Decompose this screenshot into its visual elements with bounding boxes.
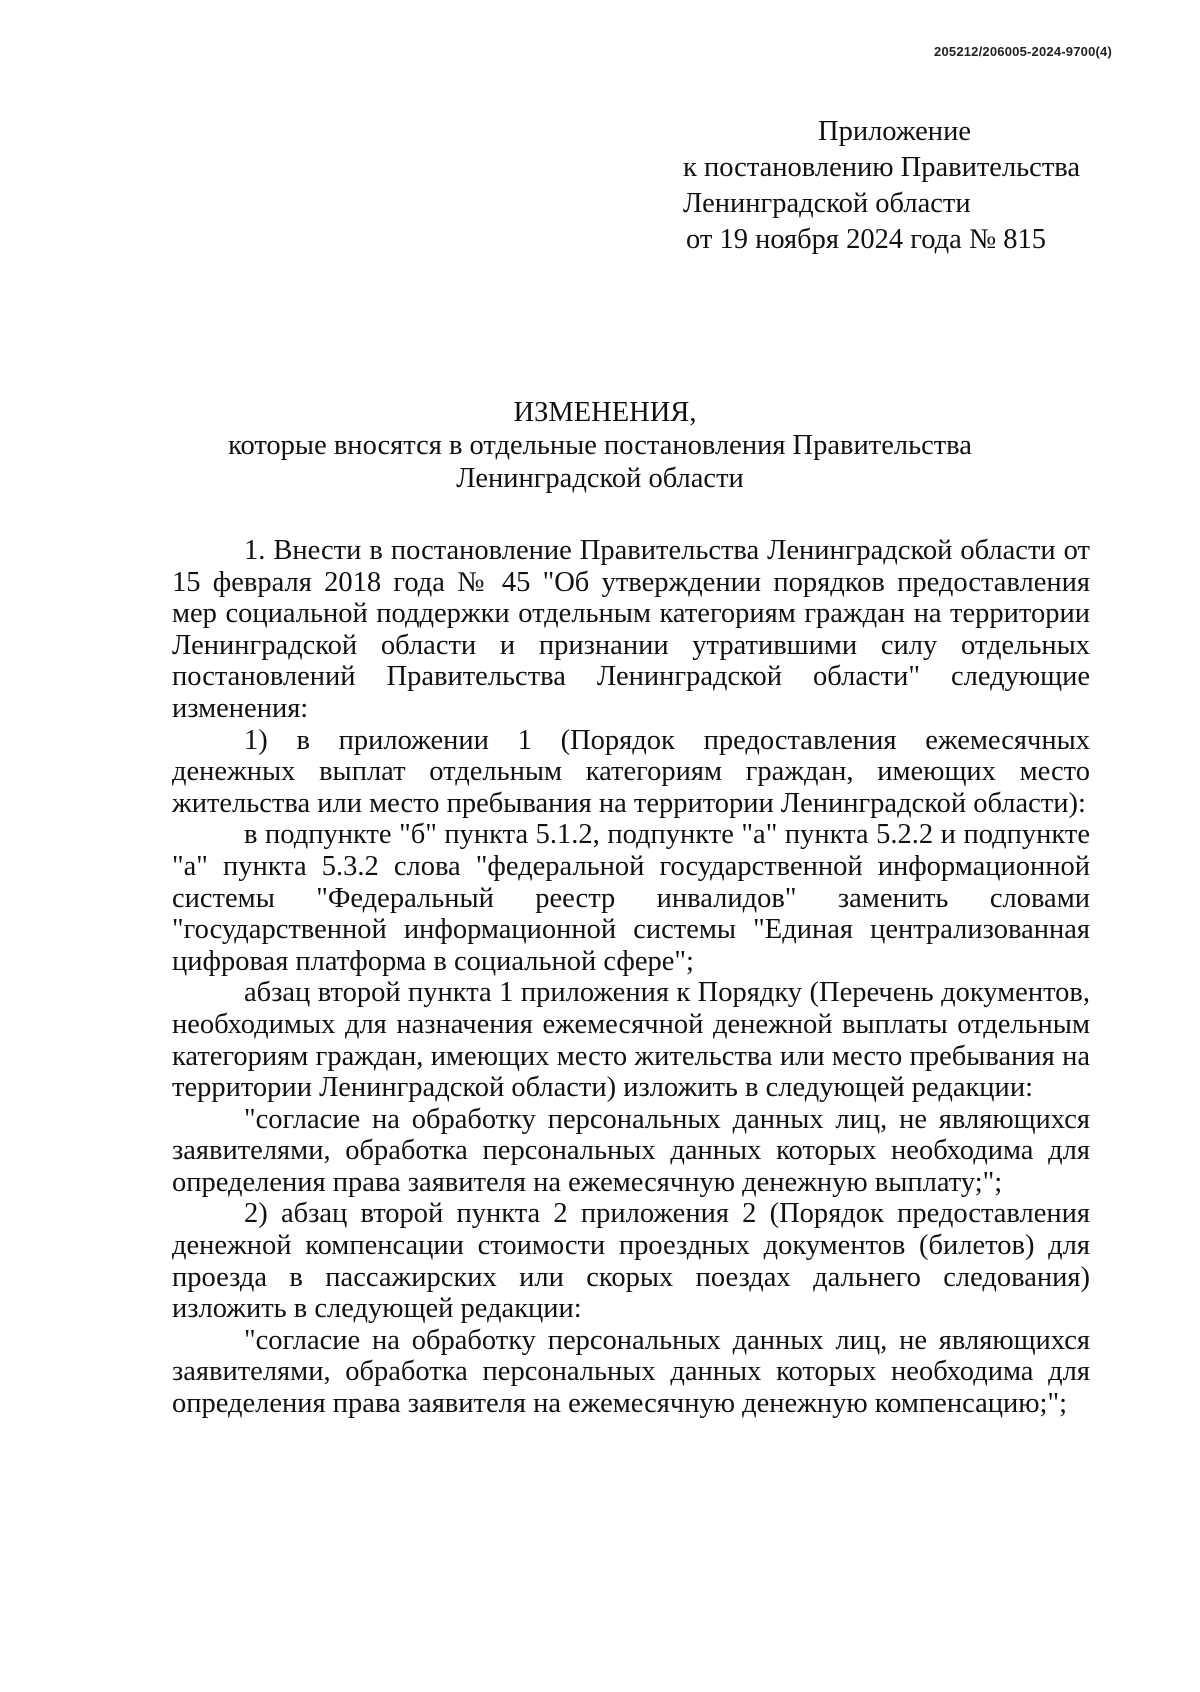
appendix-title: Приложение [818,116,971,147]
appendix-line-region: Ленинградской области [683,188,971,219]
paragraph-subitem-1: 1) в приложении 1 (Порядок предоставления ежемесячных денежных выплат отдельным категориям граждан, имеющих место жительства или место пребывания на территории Ленинградской области): [172,724,1090,819]
appendix-line-date: от 19 ноября 2024 года № 815 [686,224,1047,255]
paragraph-subitem-2: 2) абзац второй пункта 2 приложения 2 (Порядок предоставления денежной компенсации стоимости проездных документов (билетов) для проезда в пассажирских или скорых поездах дальнего следования) изложить в следующей редакции: [172,1198,1090,1325]
paragraph-amendment-1: 1. Внести в постановление Правительства Ленинградской области от 15 февраля 2018 года № 45 "Об утверждении порядков предоставления мер социальной поддержки отдельным категориям граждан на территории Ленинградской области и признании утратившими силу отдельных постановлений Правительства Ленинградской области" следующие изменения: [172,535,1090,724]
heading-subtitle-line-1: которые вносятся в отдельные постановления Правительства [228,430,972,461]
paragraph-quote-1: "согласие на обработку персональных данных лиц, не являющихся заявителями, обработка персональных данных которых необходима для определения права заявителя на ежемесячную денежную выплату;"; [172,1103,1090,1198]
paragraph-quote-2: "согласие на обработку персональных данных лиц, не являющихся заявителями, обработка персональных данных которых необходима для определения права заявителя на ежемесячную денежную компенсацию;"; [172,1324,1090,1420]
document-registration-number: 205212/206005-2024-9700(4) [934,44,1112,59]
appendix-line-resolution: к постановлению Правительства [683,152,1081,183]
heading-title: ИЗМЕНЕНИЯ, [513,397,697,428]
paragraph-replace-words: в подпункте "б" пункта 5.1.2, подпункте "а" пункта 5.2.2 и подпункте "а" пункта 5.3.2 слова "федеральной государственной информационной системы "Федеральный реестр инвалидов" заменить словами "государственной информационной системы "Единая централизованная цифровая платформа в социальной сфере"; [172,819,1090,977]
heading-subtitle-line-2: Ленинградской области [456,463,744,494]
document-body [172,535,1090,1420]
document-heading [0,396,1200,495]
paragraph-abzats-2: абзац второй пункта 1 приложения к Порядку (Перечень документов, необходимых для назначения ежемесячной денежной выплаты отдельным категориям граждан, имеющих место жительства или место пребывания на территории Ленинградской области) изложить в следующей редакции: [172,977,1090,1104]
appendix-block [683,114,1080,258]
